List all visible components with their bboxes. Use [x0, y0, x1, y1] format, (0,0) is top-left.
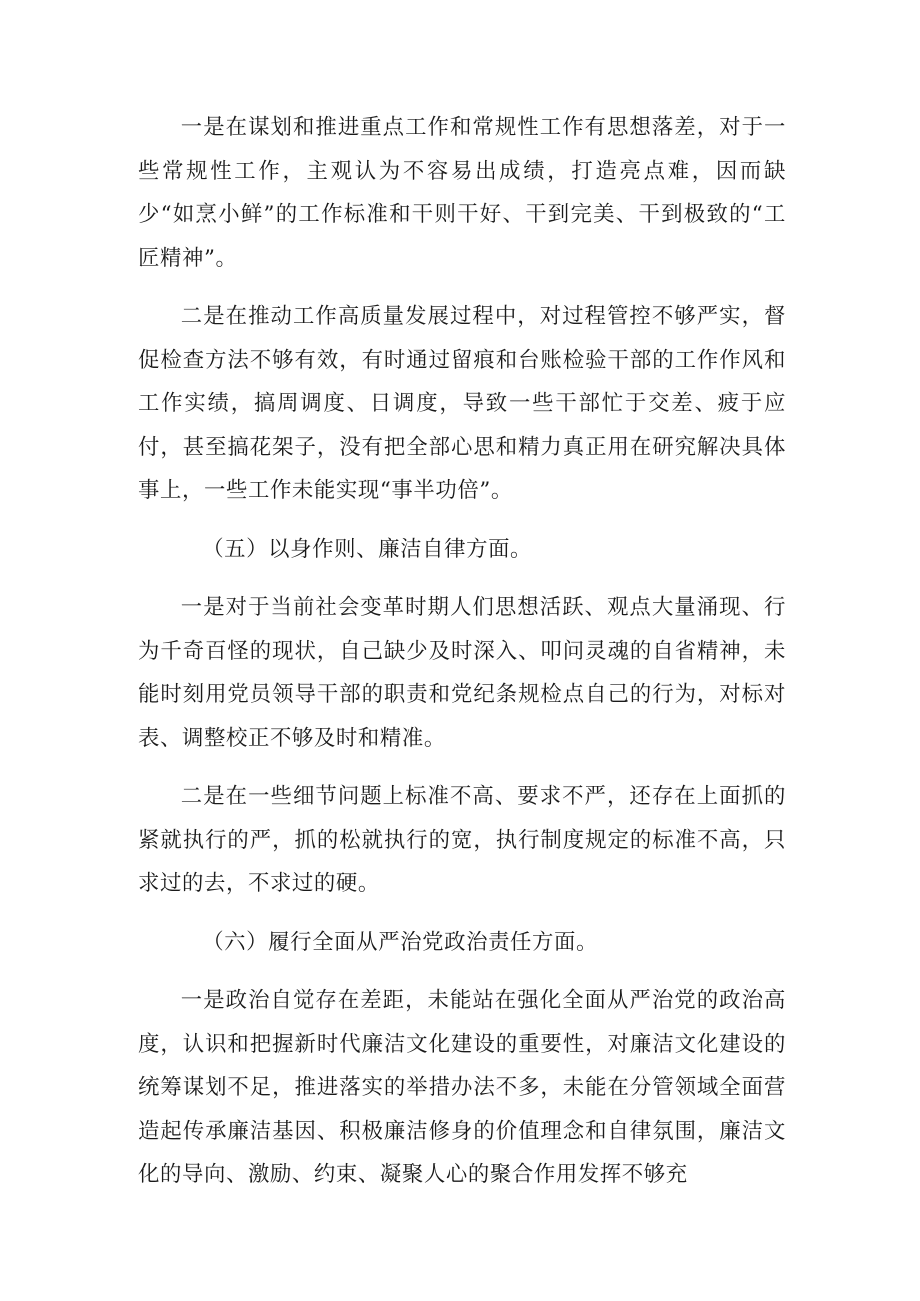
section-heading-five: （五）以身作则、廉洁自律方面。 [202, 536, 533, 562]
paragraph-self-reflection: 一是对于当前社会变革时期人们思想活跃、观点大量涌现、行为千奇百怪的现状，自己缺少及时深入、叩问灵魂的自省精神，未能时刻用党员领导干部的职责和党纪条规检点自己的行为，对标对表、调整校正不够及时和精准。 [138, 595, 786, 751]
paragraph-planning-gap: 一是在谋划和推进重点工作和常规性工作有思想落差，对于一些常规性工作，主观认为不容易出成绩，打造亮点难，因而缺少“如烹小鲜”的工作标准和干则干好、干到完美、干到极致的“工匠精神”。 [138, 115, 786, 271]
paragraph-standards: 二是在一些细节问题上标准不高、要求不严，还存在上面抓的紧就执行的严，抓的松就执行的宽，执行制度规定的标准不高，只求过的去，不求过的硬。 [138, 784, 786, 896]
paragraph-political-awareness: 一是政治自觉存在差距，未能站在强化全面从严治党的政治高度，认识和把握新时代廉洁文化建设的重要性，对廉洁文化建设的统筹谋划不足，推进落实的举措办法不多，未能在分管领域全面营造起传承廉洁基因、积极廉洁修身的价值理念和自律氛围，廉洁文化的导向、激励、约束、凝聚人心的聚合作用发挥不够充 [138, 988, 786, 1187]
paragraph-process-control: 二是在推动工作高质量发展过程中，对过程管控不够严实，督促检查方法不够有效，有时通过留痕和台账检验干部的工作作风和工作实绩，搞周调度、日调度，导致一些干部忙于交差、疲于应付，甚至搞花架子，没有把全部心思和精力真正用在研究解决具体事上，一些工作未能实现“事半功倍”。 [138, 304, 786, 503]
document-body [138, 106, 786, 1212]
section-heading-six: （六）履行全面从严治党政治责任方面。 [202, 929, 599, 955]
